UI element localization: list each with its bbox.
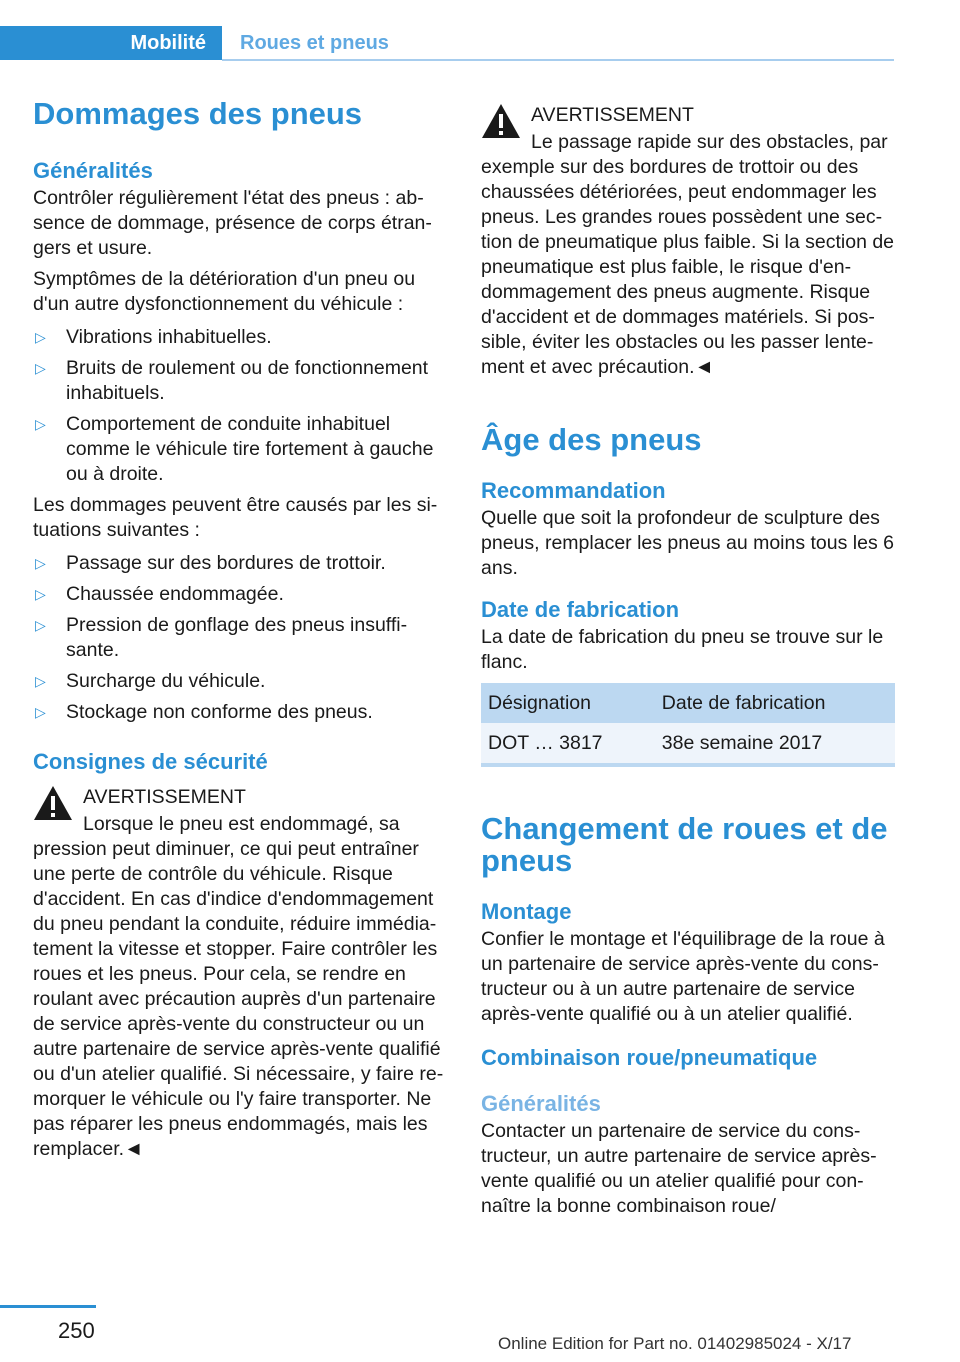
arrow-icon: ▷	[35, 586, 46, 602]
arrow-icon: ▷	[35, 555, 46, 571]
list-item: ▷ Passage sur des bordures de trottoir.	[35, 552, 386, 574]
warning-text-first: Lorsque le pneu est endommagé, sa	[83, 813, 400, 835]
warning-block	[481, 103, 896, 155]
generalites-sub-text: Contacter un partenaire de service du cons-tructeur, un autre partenaire de service après-vente qualifié ou un atelier qualifié pour con-naître la bonne combinaison roue/	[481, 1120, 877, 1217]
heading-consignes: Consignes de sécurité	[33, 749, 268, 774]
right-column	[481, 103, 896, 1219]
heading-recommandation: Recommandation	[481, 478, 666, 503]
warning-label: AVERTISSEMENT	[83, 786, 246, 808]
table-cell: 38e semaine 2017	[655, 723, 895, 765]
fabrication-table	[481, 683, 895, 767]
list-item: ▷ Surcharge du véhicule.	[35, 670, 266, 692]
section-title-age: Âge des pneus	[481, 422, 702, 457]
arrow-icon: ▷	[35, 329, 46, 345]
table-header-cell: Date de fabrication	[655, 683, 895, 723]
arrow-icon: ▷	[35, 704, 46, 720]
recommandation-text: Quelle que soit la profondeur de sculpture des pneus, remplacer les pneus au moins tous les 6 ans.	[481, 507, 894, 579]
left-column	[33, 96, 448, 1162]
warning-icon	[481, 103, 521, 139]
causes-intro: Les dommages peuvent être causés par les si-tuations suivantes :	[33, 494, 438, 541]
warning-label: AVERTISSEMENT	[531, 104, 694, 126]
heading-combinaison: Combinaison roue/pneumatique	[481, 1045, 818, 1070]
table-row	[481, 723, 895, 765]
list-item: ▷ Chaussée endommagée.	[35, 583, 284, 605]
warning-text: pression peut diminuer, ce qui peut entraîner une perte de contrôle du véhicule. Risque d'accident. En cas d'indice d'endommagement du pneu pendant la conduite, réduire immédia-tement la vitesse et stopper. Faire contrôler les roues et les pneus. Pour cela, se rendre en roulant avec précaution auprès d'un partenaire de service après-vente du constructeur ou un autre partenaire de service après-vente qualifié ou d'un atelier qualifié. Si nécessaire, y faire re-morquer le véhicule ou l'y faire transporter. Ne pas réparer les pneus endommagés, mais les remplacer.◄	[33, 838, 444, 1160]
heading-generalites: Généralités	[33, 158, 153, 183]
causes-list	[33, 551, 448, 725]
list-item: ▷ Stockage non conforme des pneus.	[35, 701, 373, 723]
arrow-icon: ▷	[35, 416, 46, 432]
warning-text-first: Le passage rapide sur des obstacles, par	[531, 131, 888, 153]
section-title-dommages: Dommages des pneus	[33, 96, 363, 131]
heading-generalites-sub: Généralités	[481, 1091, 601, 1116]
table-header-row	[481, 683, 895, 723]
list-item: ▷ Bruits de roulement ou de fonctionnement inhabituels.	[35, 357, 429, 404]
edition-label: Online Edition for Part no. 01402985024 - X/17	[498, 1334, 852, 1353]
page-number: 250	[58, 1318, 95, 1343]
list-item: ▷ Comportement de conduite inhabituel comme le véhicule tire fortement à gauche ou à droite.	[35, 413, 434, 485]
page-header	[0, 26, 894, 62]
table-header-cell: Désignation	[481, 683, 655, 723]
montage-text: Confier le montage et l'équilibrage de la roue à un partenaire de service après-vente du cons-tructeur ou à un autre partenaire de service après-vente qualifié ou à un atelier qualifié.	[481, 928, 885, 1025]
heading-date-fabrication: Date de fabrication	[481, 597, 680, 622]
warning-block	[33, 785, 448, 837]
date-text: La date de fabrication du pneu se trouve sur le flanc.	[481, 626, 884, 673]
generalites-text: Contrôler régulièrement l'état des pneus : ab-sence de dommage, présence de corps étran-gers et usure.	[33, 187, 432, 259]
arrow-icon: ▷	[35, 673, 46, 689]
table-cell: DOT … 3817	[481, 723, 655, 765]
tab-mobilite[interactable]: Mobilité	[0, 26, 222, 60]
footer-rule	[0, 1305, 96, 1308]
header-rule	[222, 59, 894, 61]
symptoms-list	[33, 325, 448, 487]
symptoms-intro: Symptômes de la détérioration d'un pneu ou d'un autre dysfonctionnement du véhicule :	[33, 268, 416, 315]
tab-roues-et-pneus[interactable]: Roues et pneus	[240, 31, 389, 54]
arrow-icon: ▷	[35, 360, 46, 376]
list-item: ▷ Vibrations inhabituelles.	[35, 326, 272, 348]
arrow-icon: ▷	[35, 617, 46, 633]
section-title-changement: Changement de roues et de pneus	[481, 811, 888, 878]
list-item: ▷ Pression de gonflage des pneus insuffi-sante.	[35, 614, 408, 661]
heading-montage: Montage	[481, 899, 572, 924]
warning-icon	[33, 785, 73, 821]
warning-text: exemple sur des bordures de trottoir ou des chaussées détériorées, peut endommager les pneus. Les grandes roues possèdent une sec-tion de pneumatique plus faible. Si la section de pneumatique est plus faible, le risque d'en-dommagement des pneus augmente. Risque d'accident et de dommages matériels. Si pos-sible, éviter les obstacles ou les passer lente-ment et avec précaution.◄	[481, 156, 895, 378]
